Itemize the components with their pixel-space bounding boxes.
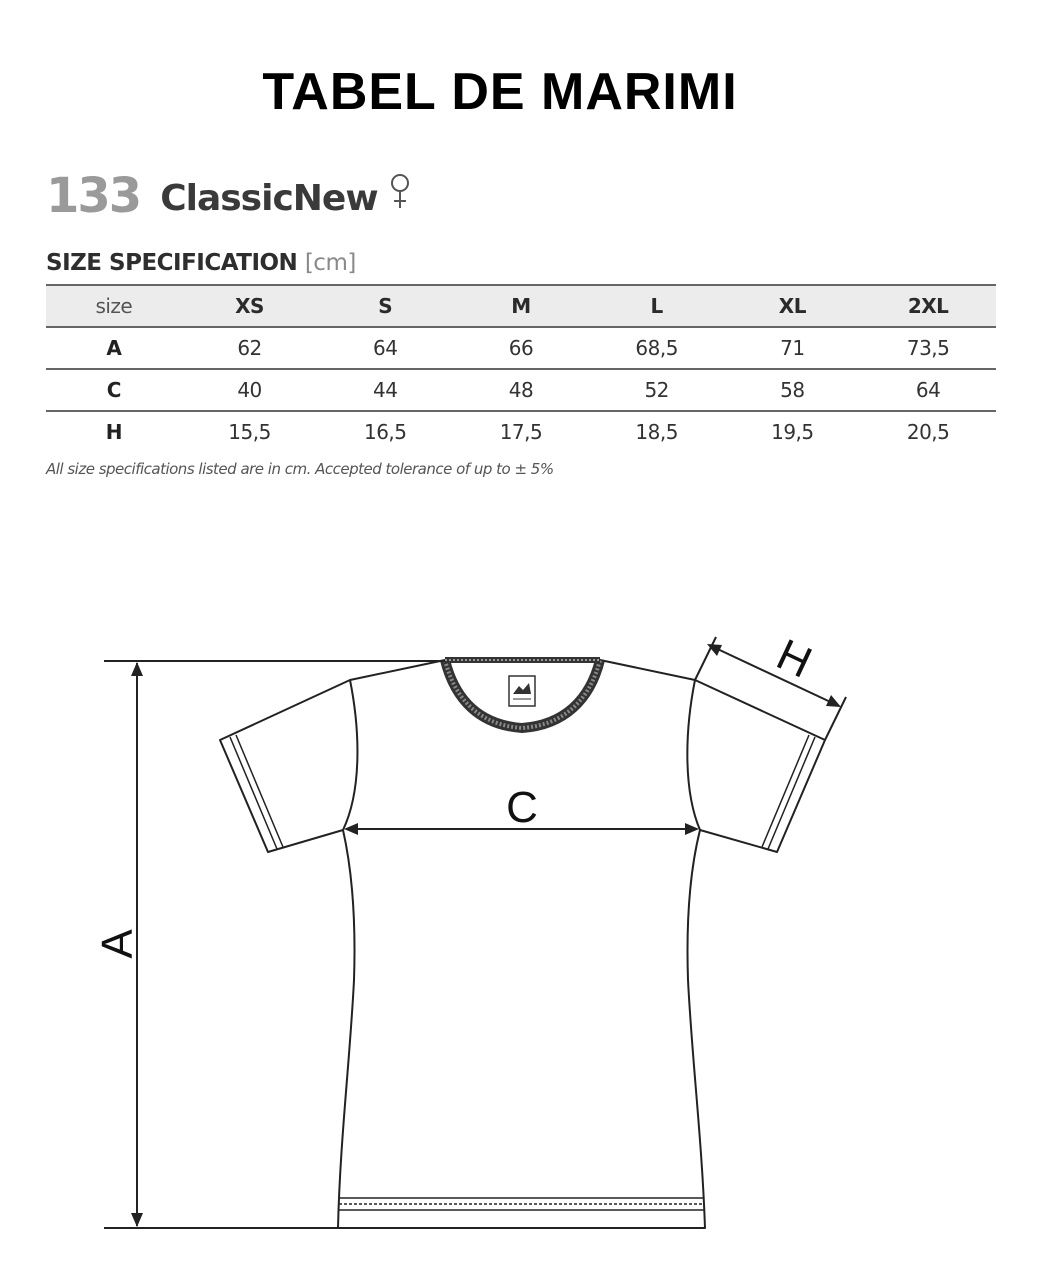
table-row <box>46 411 996 452</box>
table-cell: 15,5 <box>228 420 271 444</box>
dimension-h-extension-1 <box>695 637 716 680</box>
size-header-row <box>46 285 996 327</box>
size-table <box>46 284 996 452</box>
product-code: 133 <box>46 168 141 224</box>
table-cell: 40 <box>237 378 262 402</box>
size-header-cell: L <box>650 294 663 318</box>
size-header-cell: M <box>511 294 531 318</box>
spec-heading-label: SIZE SPECIFICATION <box>46 250 298 276</box>
table-cell: 73,5 <box>906 336 950 360</box>
table-cell: 17,5 <box>499 420 543 444</box>
table-cell: 44 <box>373 378 398 402</box>
table-cell: 18,5 <box>635 420 678 444</box>
left-sleeve-seam <box>343 680 357 830</box>
table-cell: 68,5 <box>635 336 678 360</box>
table-cell: 52 <box>644 378 669 402</box>
row-label: C <box>106 378 121 402</box>
dimension-a-label: A <box>93 929 142 959</box>
female-symbol-icon <box>388 172 412 212</box>
product-name: ClassicNew <box>160 178 378 219</box>
table-cell: 19,5 <box>771 420 814 444</box>
size-header-label: size <box>95 294 133 318</box>
table-cell: 48 <box>508 378 534 402</box>
size-header-cell: XL <box>778 294 806 318</box>
dimension-h-label: H <box>769 629 819 688</box>
spec-unit: [cm] <box>304 250 356 276</box>
size-header-cell: S <box>378 294 393 318</box>
table-cell: 62 <box>237 336 262 360</box>
row-label: H <box>105 420 122 444</box>
size-header-cell: 2XL <box>907 294 949 318</box>
table-cell: 16,5 <box>363 420 407 444</box>
dimension-c-label: C <box>506 783 538 832</box>
left-cuff-stitch <box>230 737 277 849</box>
spec-heading <box>46 250 356 276</box>
dimension-a-arrow-top <box>131 662 143 676</box>
right-cuff-stitch <box>768 737 815 849</box>
footnote: All size specifications listed are in cm. Accepted tolerance of up to ± 5% <box>46 460 554 478</box>
table-row <box>46 327 996 369</box>
tshirt-body-outline <box>220 660 825 1228</box>
neck-label-icon <box>509 676 535 706</box>
size-header-cell: XS <box>235 294 264 318</box>
product-header <box>46 160 412 224</box>
page-title: TABEL DE MARIMI <box>262 63 738 121</box>
dimension-a-arrow-bottom <box>131 1213 143 1227</box>
table-cell: 20,5 <box>906 420 950 444</box>
table-cell: 71 <box>780 336 805 360</box>
table-cell: 58 <box>780 378 805 402</box>
row-label: A <box>106 336 122 360</box>
right-sleeve-seam <box>687 680 700 830</box>
table-cell: 66 <box>508 336 534 360</box>
table-cell: 64 <box>915 378 941 402</box>
tshirt-diagram <box>0 620 1052 1260</box>
table-cell: 64 <box>373 336 398 360</box>
table-row <box>46 369 996 411</box>
